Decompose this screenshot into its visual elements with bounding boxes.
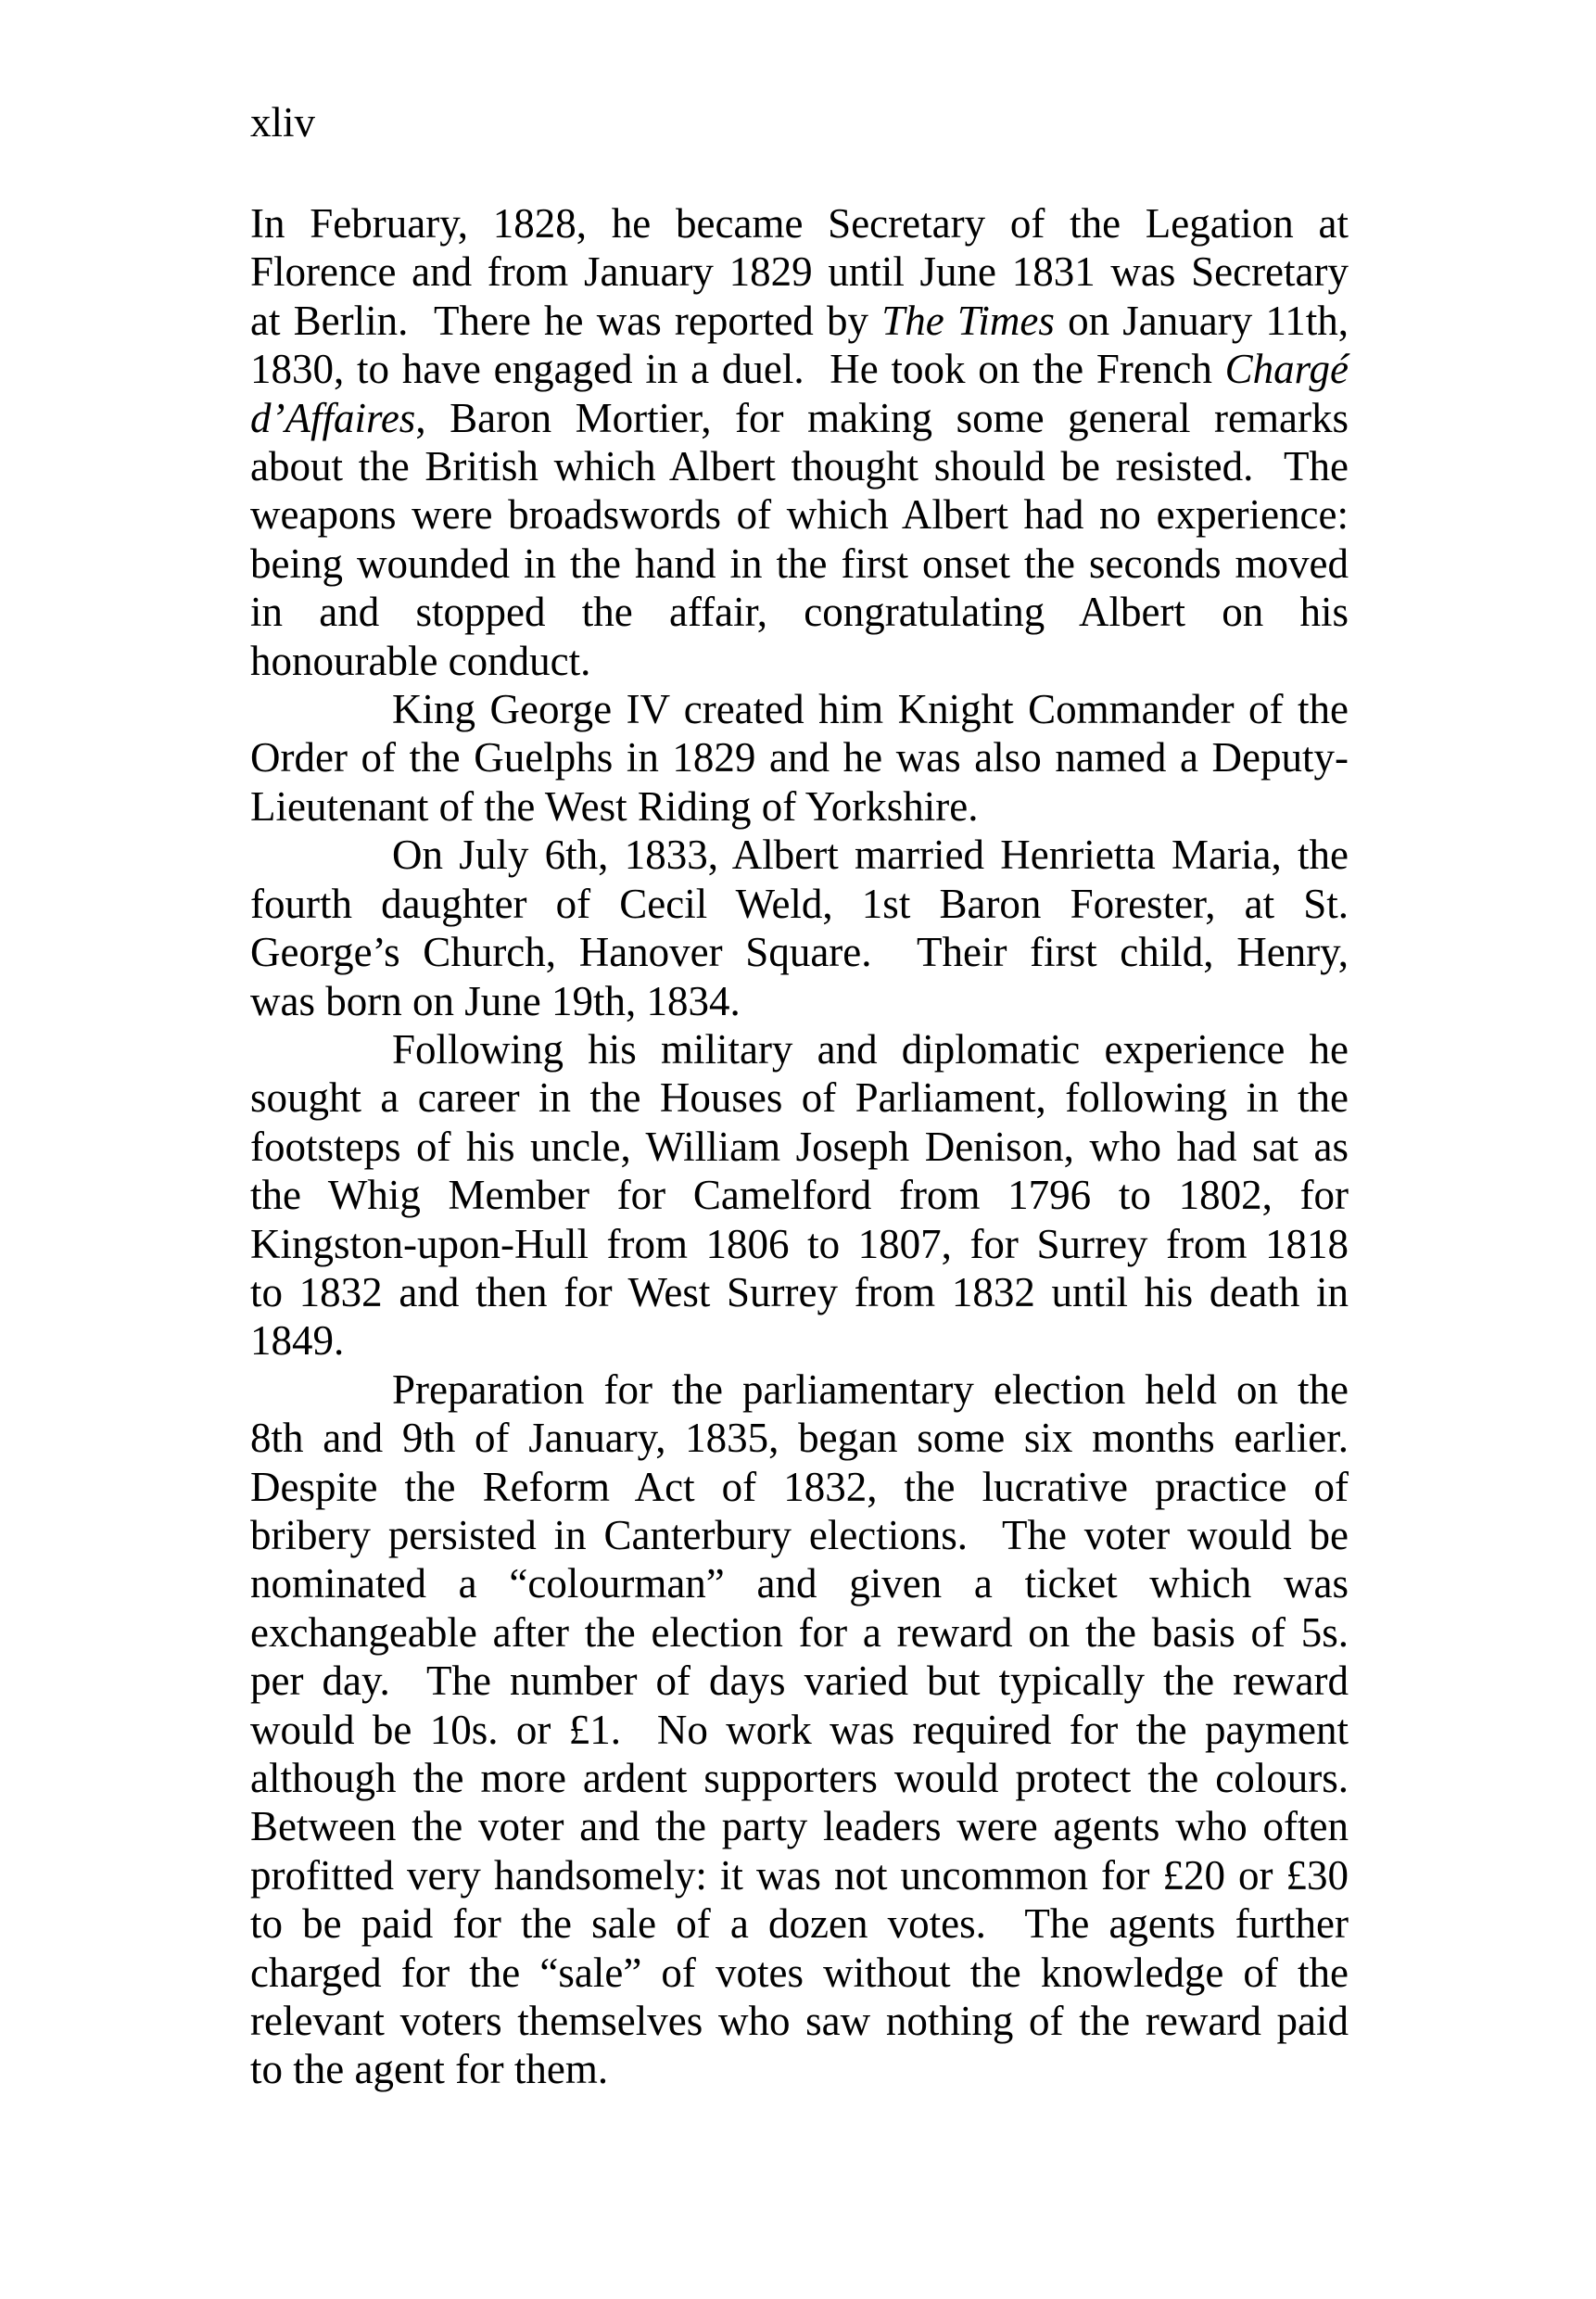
text-run: at Berlin. There he was reported by <box>250 297 882 344</box>
text-run: , Baron Mortier, for making some general remarks <box>415 394 1349 441</box>
text-run: to the agent for them. <box>250 2046 609 2093</box>
text-line <box>250 831 1349 879</box>
text-run: weapons were broadswords of which Albert had no experience: <box>250 491 1349 539</box>
text-run: being wounded in the hand in the first onset the seconds moved <box>250 540 1349 587</box>
text-line <box>250 1365 1349 1414</box>
text-run: Between the voter and the party leaders were agents who often <box>250 1803 1349 1850</box>
text-run: Preparation for the parliamentary election held on the <box>392 1365 1349 1413</box>
text-line <box>250 1268 1349 1316</box>
paragraph <box>250 685 1349 831</box>
text-run: per day. The number of days varied but typically the reward <box>250 1658 1349 1705</box>
paragraph <box>250 1025 1349 1365</box>
paragraph <box>250 1365 1349 2094</box>
text-line <box>250 1706 1349 1754</box>
text-line <box>250 442 1349 490</box>
text-run: the Whig Member for Camelford from 1796 to 1802, for <box>250 1172 1349 1219</box>
text-run: relevant voters themselves who saw nothing of the reward paid <box>250 1998 1349 2045</box>
text-line <box>250 588 1349 636</box>
text-line <box>250 782 1349 831</box>
text-run: nominated a “colourman” and given a ticket which was <box>250 1560 1349 1607</box>
text-line <box>250 1316 1349 1365</box>
text-run: charged for the “sale” of votes without the knowledge of the <box>250 1949 1349 1996</box>
text-run: On July 6th, 1833, Albert married Henrietta Maria, the <box>392 832 1349 879</box>
text-line <box>250 1754 1349 1802</box>
text-line <box>250 297 1349 345</box>
text-run: George’s Church, Hanover Square. Their first child, Henry, <box>250 929 1349 976</box>
text-run: In February, 1828, he became Secretary of the Legation at <box>250 200 1349 247</box>
text-run: in and stopped the affair, congratulating Albert on his <box>250 589 1349 636</box>
text-run: to 1832 and then for West Surrey from 1832 until his death in <box>250 1268 1349 1315</box>
text-line <box>250 248 1349 296</box>
text-line <box>250 1171 1349 1219</box>
text-run: about the British which Albert thought should be resisted. The <box>250 443 1349 490</box>
italic-text-run: The Times <box>881 297 1055 344</box>
text-line <box>250 199 1349 248</box>
text-line <box>250 1949 1349 1997</box>
text-line <box>250 394 1349 442</box>
text-line <box>250 1851 1349 1899</box>
text-run: 1849. <box>250 1317 345 1365</box>
text-run: profitted very handsomely: it was not uncommon for £20 or £30 <box>250 1851 1349 1899</box>
text-line <box>250 540 1349 588</box>
text-run: footsteps of his uncle, William Joseph Denison, who had sat as <box>250 1123 1349 1170</box>
text-line <box>250 1657 1349 1705</box>
text-line <box>250 685 1349 733</box>
text-line <box>250 490 1349 539</box>
text-run: to be paid for the sale of a dozen votes. The agents further <box>250 1900 1349 1948</box>
text-run: Following his military and diplomatic experience he <box>392 1025 1349 1073</box>
text-line <box>250 1073 1349 1122</box>
text-line <box>250 1899 1349 1948</box>
paragraph <box>250 831 1349 1025</box>
text-line <box>250 2045 1349 2093</box>
text-line <box>250 1025 1349 1073</box>
text-line <box>250 1559 1349 1607</box>
text-run: sought a career in the Houses of Parliament, following in the <box>250 1074 1349 1122</box>
text-run: bribery persisted in Canterbury elections. The voter would be <box>250 1511 1349 1558</box>
text-line <box>250 1511 1349 1559</box>
text-line <box>250 880 1349 928</box>
text-run: honourable conduct. <box>250 637 591 684</box>
text-run: King George IV created him Knight Commander of the <box>392 686 1349 733</box>
text-line <box>250 733 1349 781</box>
text-line <box>250 1414 1349 1462</box>
text-line <box>250 1802 1349 1850</box>
text-line <box>250 345 1349 393</box>
page-body-text <box>250 199 1349 2094</box>
italic-text-run: d’Affaires <box>250 394 416 441</box>
text-run: although the more ardent supporters would protect the colours. <box>250 1755 1349 1801</box>
text-line <box>250 1997 1349 2045</box>
text-line <box>250 1463 1349 1511</box>
paragraph <box>250 199 1349 685</box>
text-line <box>250 1123 1349 1171</box>
text-run: Despite the Reform Act of 1832, the lucrative practice of <box>250 1463 1349 1510</box>
text-line <box>250 928 1349 976</box>
text-line <box>250 1608 1349 1657</box>
page-number: xliv <box>250 99 316 146</box>
text-run: was born on June 19th, 1834. <box>250 977 741 1024</box>
text-run: Kingston-upon-Hull from 1806 to 1807, for Surrey from 1818 <box>250 1220 1349 1267</box>
text-run: 1830, to have engaged in a duel. He took on the French <box>250 346 1225 393</box>
text-line <box>250 637 1349 685</box>
text-line <box>250 977 1349 1025</box>
text-run: would be 10s. or £1. No work was required for the payment <box>250 1706 1349 1753</box>
text-run: 8th and 9th of January, 1835, began some six months earlier. <box>250 1415 1349 1462</box>
text-run: exchangeable after the election for a reward on the basis of 5s. <box>250 1608 1349 1656</box>
text-line <box>250 1220 1349 1268</box>
text-run: on January 11th, <box>1054 297 1349 344</box>
text-run: Lieutenant of the West Riding of Yorkshire. <box>250 782 979 830</box>
text-run: Florence and from January 1829 until June 1831 was Secretary <box>250 248 1349 296</box>
text-run: fourth daughter of Cecil Weld, 1st Baron Forester, at St. <box>250 880 1349 927</box>
italic-text-run: Chargé <box>1224 346 1349 393</box>
text-run: Order of the Guelphs in 1829 and he was also named a Deputy- <box>250 734 1349 781</box>
